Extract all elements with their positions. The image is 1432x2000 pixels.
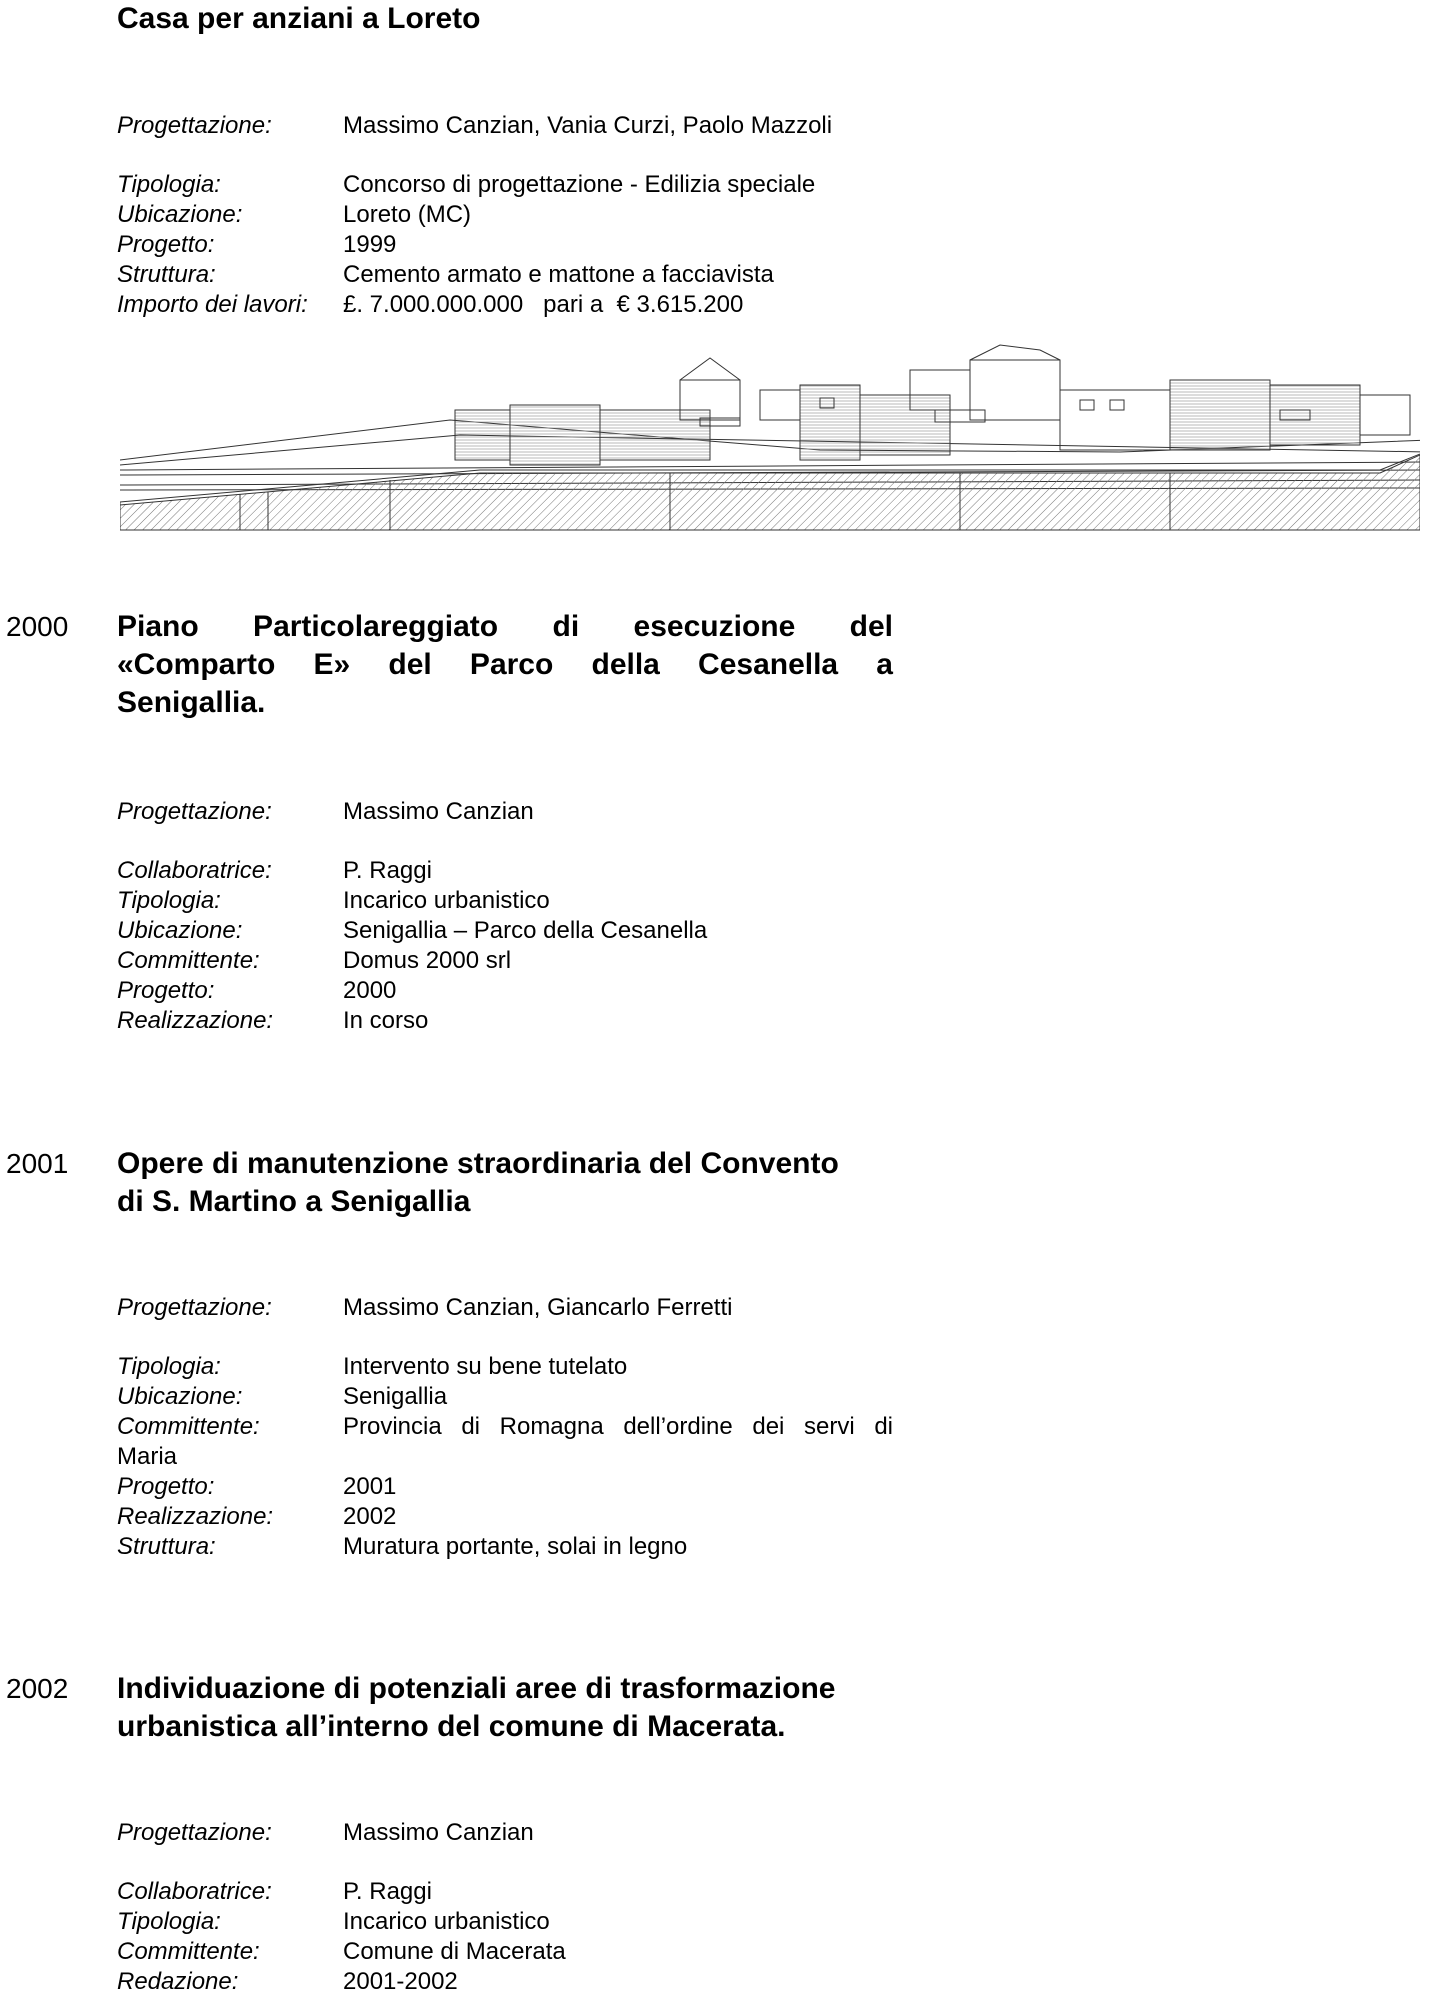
row-label: Ubicazione: [117, 917, 243, 944]
project-title [117, 1670, 835, 1746]
row-value: Massimo Canzian, Giancarlo Ferretti [343, 1294, 733, 1321]
row-value: Massimo Canzian, Vania Curzi, Paolo Mazzoli [343, 112, 833, 139]
row-label: Progetto: [117, 977, 215, 1004]
title-line: urbanistica all’interno del comune di Macerata. [117, 1710, 786, 1743]
row-label: Struttura: [117, 261, 216, 288]
row-label: Tipologia: [117, 887, 221, 914]
row-label: Collaboratrice: [117, 1878, 272, 1905]
row-value: Cemento armato e mattone a facciavista [343, 261, 774, 288]
row-label: Realizzazione: [117, 1007, 274, 1034]
row-value-continued: Maria [117, 1443, 178, 1470]
row-value: 2002 [343, 1503, 397, 1530]
project-year: 2002 [6, 1673, 69, 1704]
row-value: Domus 2000 srl [343, 947, 512, 974]
row-value: Senigallia – Parco della Cesanella [343, 917, 708, 944]
row-label: Committente: [117, 947, 260, 974]
info-row-wrapped [117, 1412, 893, 1472]
row-label: Realizzazione: [117, 1503, 274, 1530]
row-value: Loreto (MC) [343, 201, 472, 228]
row-value: In corso [343, 1007, 429, 1034]
title-line: Individuazione di potenziali aree di trasformazione [117, 1672, 836, 1705]
project-year: 2000 [6, 611, 69, 642]
row-label: Progetto: [117, 231, 215, 258]
row-label: Progettazione: [117, 1819, 272, 1846]
project-year: 2001 [6, 1148, 69, 1179]
row-value: P. Raggi [343, 857, 432, 884]
row-value: Provincia di Romagna dell’ordine dei servi di [343, 1413, 893, 1440]
title-line: «Comparto E» del Parco della Cesanella a [117, 648, 893, 681]
row-label: Collaboratrice: [117, 857, 272, 884]
project-title: Casa per anziani a Loreto [117, 2, 481, 35]
row-value: Massimo Canzian [343, 798, 534, 825]
title-line: di S. Martino a Senigallia [117, 1185, 471, 1218]
row-value: Muratura portante, solai in legno [343, 1533, 688, 1560]
row-value: £. 7.000.000.000 pari a € 3.615.200 [343, 291, 744, 318]
row-value: Intervento su bene tutelato [343, 1353, 628, 1380]
row-label: Progetto: [117, 1473, 215, 1500]
project-title [117, 1145, 839, 1221]
row-label: Tipologia: [117, 171, 221, 198]
project-title [117, 608, 893, 722]
row-label: Importo dei lavori: [117, 291, 308, 318]
title-line: Opere di manutenzione straordinaria del Convento [117, 1147, 839, 1180]
architectural-elevation-drawing-icon [120, 340, 1420, 540]
row-label: Tipologia: [117, 1908, 221, 1935]
row-label: Progettazione: [117, 798, 272, 825]
row-value: 2001-2002 [343, 1968, 458, 1995]
row-value: 2001 [343, 1473, 397, 1500]
row-label: Progettazione: [117, 112, 272, 139]
row-value: P. Raggi [343, 1878, 432, 1905]
row-label: Tipologia: [117, 1353, 221, 1380]
row-value: 2000 [343, 977, 397, 1004]
row-value: Massimo Canzian [343, 1819, 534, 1846]
row-label: Ubicazione: [117, 201, 243, 228]
row-value: 1999 [343, 231, 397, 258]
title-line: Piano Particolareggiato di esecuzione del [117, 610, 893, 643]
row-label: Struttura: [117, 1533, 216, 1560]
row-label: Committente: [117, 1938, 260, 1965]
row-value: Senigallia [343, 1383, 448, 1410]
row-label: Redazione: [117, 1968, 239, 1995]
row-value: Incarico urbanistico [343, 887, 550, 914]
row-label: Committente: [117, 1413, 260, 1440]
row-label: Progettazione: [117, 1294, 272, 1321]
row-value: Comune di Macerata [343, 1938, 566, 1965]
row-value: Incarico urbanistico [343, 1908, 550, 1935]
row-value: Concorso di progettazione - Edilizia speciale [343, 171, 816, 198]
row-label: Ubicazione: [117, 1383, 243, 1410]
title-line: Senigallia. [117, 686, 266, 719]
